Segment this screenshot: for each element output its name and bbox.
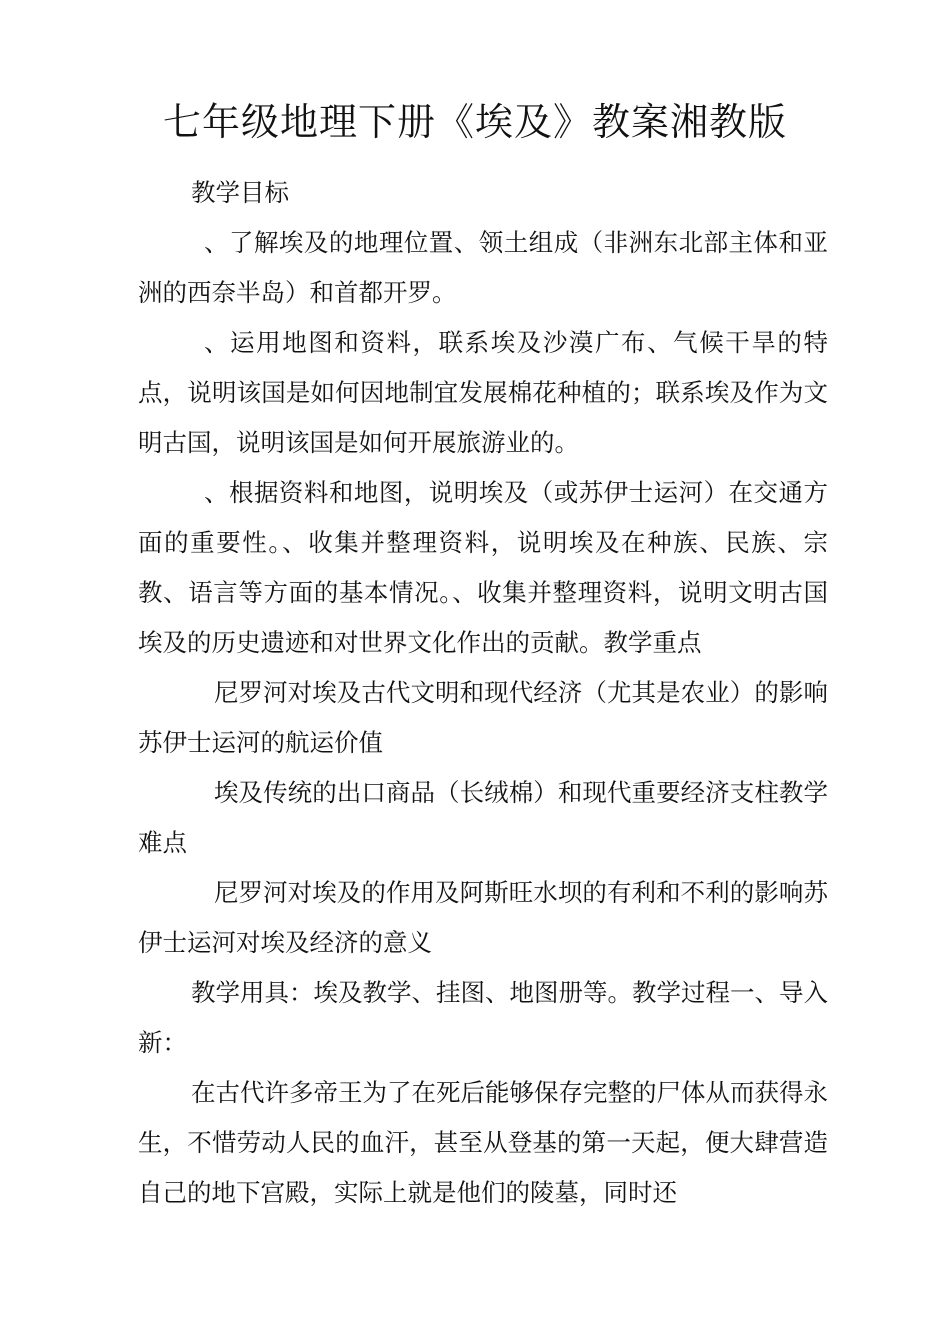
- paragraph-goal-1: 、了解埃及的地理位置、领土组成（非洲东北部主体和亚洲的西奈半岛）和首都开罗。: [138, 228, 828, 307]
- paragraph-teaching-tools: 教学用具：埃及教学、挂图、地图册等。教学过程一、导入新：: [138, 978, 828, 1057]
- document-body: [138, 168, 828, 1218]
- paragraph-key-points-1: 尼罗河对埃及古代文明和现代经济（尤其是农业）的影响苏伊士运河的航运价值: [138, 678, 828, 757]
- paragraph-goal-2: 、运用地图和资料，联系埃及沙漠广布、气候干旱的特点，说明该国是如何因地制宜发展棉花种植的；联系埃及作为文明古国，说明该国是如何开展旅游业的。: [138, 328, 828, 457]
- paragraph-key-points-2: 埃及传统的出口商品（长绒棉）和现代重要经济支柱教学难点: [138, 778, 828, 857]
- paragraph-difficulties: 尼罗河对埃及的作用及阿斯旺水坝的有利和不利的影响苏伊士运河对埃及经济的意义: [138, 878, 828, 957]
- document-title: 七年级地理下册《埃及》教案湘教版: [162, 100, 787, 144]
- paragraph-teaching-goals-heading: 教学目标: [191, 178, 289, 207]
- paragraph-introduction: 在古代许多帝王为了在死后能够保存完整的尸体从而获得永生，不惜劳动人民的血汗，甚至从登基的第一天起，便大肆营造自己的地下宫殿，实际上就是他们的陵墓，同时还: [138, 1078, 828, 1207]
- paragraph-goal-3-5: 、根据资料和地图，说明埃及（或苏伊士运河）在交通方面的重要性。、收集并整理资料，说明埃及在种族、民族、宗教、语言等方面的基本情况。、收集并整理资料，说明文明古国埃及的历史遗迹和对世界文化作出的贡献。教学重点: [138, 478, 828, 657]
